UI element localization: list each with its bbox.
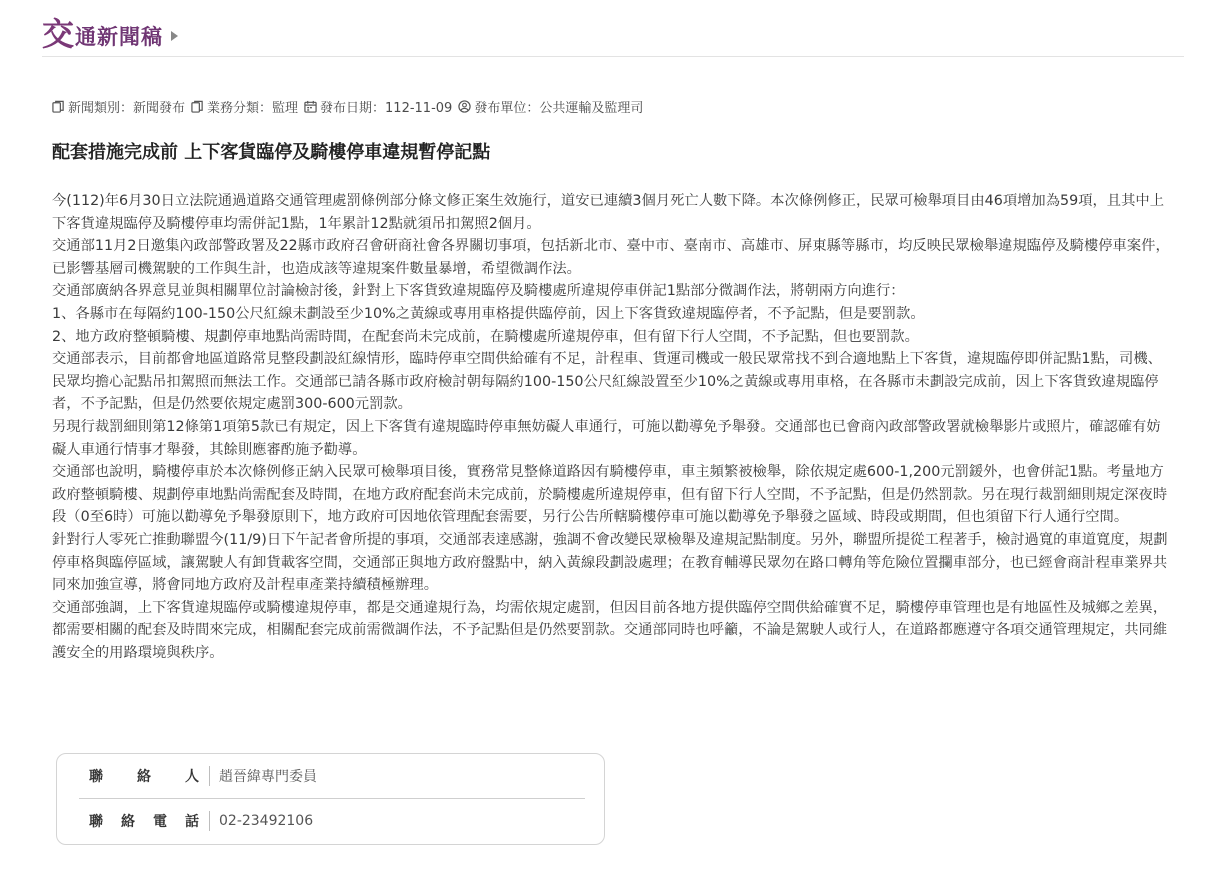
contact-person-label <box>79 766 209 786</box>
user-circle-icon <box>458 100 471 113</box>
contact-label-char: 絡 <box>137 769 151 785</box>
meta-news-type-text: 新聞類別：新聞發布 <box>68 101 186 116</box>
meta-unit <box>458 97 643 116</box>
meta-unit-text: 發布單位：公共運輸及監理司 <box>474 101 644 116</box>
meta-category <box>191 97 298 116</box>
article-paragraph: 另現行裁罰細則第12條第1項第5款已有規定，因上下客貨有違規臨時停車無妨礙人車通行，可施以勸導免予舉發。交通部也已會商內政部警政署就檢舉影片或照片，確認確有妨礙人車通行情事才舉發，其餘則應審酌施予勸導。 <box>52 418 1161 458</box>
article-paragraph: 交通部表示，目前都會地區道路常見整段劃設紅線情形，臨時停車空間供給確有不足，計程車、貨運司機或一般民眾常找不到合適地點上下客貨，違規臨停即併記點1點，司機、民眾均擔心記點吊扣駕照而無法工作。交通部已請各縣市政府檢討朝每隔約100-150公尺紅線設置至少10%之黃線或專用車格，在各縣市未劃設完成前，因上下客貨致違規臨停者，不予記點，但是仍然要依規定處罰300-600元罰款。 <box>52 351 1162 413</box>
meta-date-text: 發布日期：112-11-09 <box>320 101 453 116</box>
section-title-text: 通新聞稿 <box>75 25 164 49</box>
contact-label-char: 絡 <box>121 814 135 830</box>
section-title <box>42 17 178 51</box>
copy-icon <box>52 100 65 113</box>
contact-label-char: 人 <box>185 769 199 785</box>
article-paragraph: 交通部廣納各界意見並與相關單位討論檢討後，針對上下客貨致違規臨停及騎樓處所違規停車併記1點部分微調作法，將朝兩方向進行： <box>52 283 905 300</box>
contact-label-char: 電 <box>153 814 167 830</box>
contact-person-value: 趙晉緯專門委員 <box>219 769 317 785</box>
calendar-icon <box>304 100 317 113</box>
copy-icon <box>191 100 204 113</box>
meta-date <box>304 97 452 116</box>
article-paragraph: 交通部強調，上下客貨違規臨停或騎樓違規停車，都是交通違規行為，均需依規定處罰，但因目前各地方提供臨停空間供給確實不足，騎樓停車管理也是有地區性及城鄉之差異，都需要相關的配套及時間來完成，相關配套完成前需微調作法，不予記點但是仍然要罰款。交通部同時也呼籲，不論是駕駛人或行人，在道路都應遵守各項交通管理規定，共同維護安全的用路環境與秩序。 <box>52 599 1168 661</box>
news-meta <box>52 97 649 116</box>
contact-phone-label <box>79 811 209 831</box>
contact-phone-value: 02-23492106 <box>219 813 314 829</box>
page-header <box>42 14 1184 57</box>
caret-right-icon <box>171 31 178 41</box>
contact-info-box <box>56 753 605 845</box>
contact-divider <box>209 766 210 786</box>
meta-news-type <box>52 97 185 116</box>
article-paragraph: 1、各縣市在每隔約100-150公尺紅線未劃設至少10%之黃線或專用車格提供臨停前，因上下客貨致違規臨停者，不予記點，但是要罰款。 <box>52 305 925 322</box>
article-body <box>52 190 1174 664</box>
article-paragraph: 交通部也說明，騎樓停車於本次條例修正納入民眾可檢舉項目後，實務常見整條道路因有騎樓停車，車主頻繁被檢舉，除依規定處600-1,200元罰鍰外，也會併記1點。考量地方政府整頓騎樓、規劃停車地點尚需配套及時間，在地方政府配套尚未完成前，於騎樓處所違規停車，但有留下行人空間，不予記點，但是仍然罰款。另在現行裁罰細則規定深夜時段（0至6時）可施以勸導免予舉發原則下，地方政府可因地依管理配套需要，另行公告所轄騎樓停車可施以勸導免予舉發之區域、時段或期間，但也須留下行人通行空間。 <box>52 464 1168 526</box>
contact-label-char: 話 <box>185 814 199 830</box>
contact-person-row <box>79 754 585 799</box>
contact-phone-row <box>79 799 585 843</box>
contact-label-char: 聯 <box>89 814 103 830</box>
article-paragraph: 針對行人零死亡推動聯盟今(11/9)日下午記者會所提的事項，交通部表達感謝，強調不會改變民眾檢舉及違規記點制度。另外，聯盟所提從工程著手，檢討過寬的車道寬度，規劃停車格與臨停區域，讓駕駛人有卸貨載客空間，交通部正與地方政府盤點中，納入黃線段劃設處理；在教育輔導民眾勿在路口轉角等危險位置攔車部分，也已經會商計程車業界共同來加強宣導，將會同地方政府及計程車產業持續積極辦理。 <box>52 531 1168 594</box>
article-paragraph: 今(112)年6月30日立法院通過道路交通管理處罰條例部分條文修正案生效施行，道安已連續3個月死亡人數下降。本次條例修正，民眾可檢舉項目由46項增加為59項，且其中上下客貨違規臨停及騎樓停車均需併記1點，1年累計12點就須吊扣駕照2個月。 <box>52 193 1164 232</box>
meta-category-text: 業務分類：監理 <box>207 101 299 116</box>
contact-divider <box>209 811 210 831</box>
article-paragraph: 交通部11月2日邀集內政部警政署及22縣市政府召會研商社會各界關切事項，包括新北市、臺中市、臺南市、高雄市、屏東縣等縣市，均反映民眾檢舉違規臨停及騎樓停車案件，已影響基層司機駕駛的工作與生計，也造成該等違規案件數量暴增，希望微調作法。 <box>52 238 1170 277</box>
article-title: 配套措施完成前 上下客貨臨停及騎樓停車違規暫停記點 <box>52 142 491 163</box>
article-paragraph: 2、地方政府整頓騎樓、規劃停車地點尚需時間，在配套尚未完成前，在騎樓處所違規停車，但有留下行人空間，不予記點，但也要罰款。 <box>52 328 919 345</box>
section-title-initial: 交 <box>42 15 75 53</box>
contact-label-char: 聯 <box>89 769 103 785</box>
